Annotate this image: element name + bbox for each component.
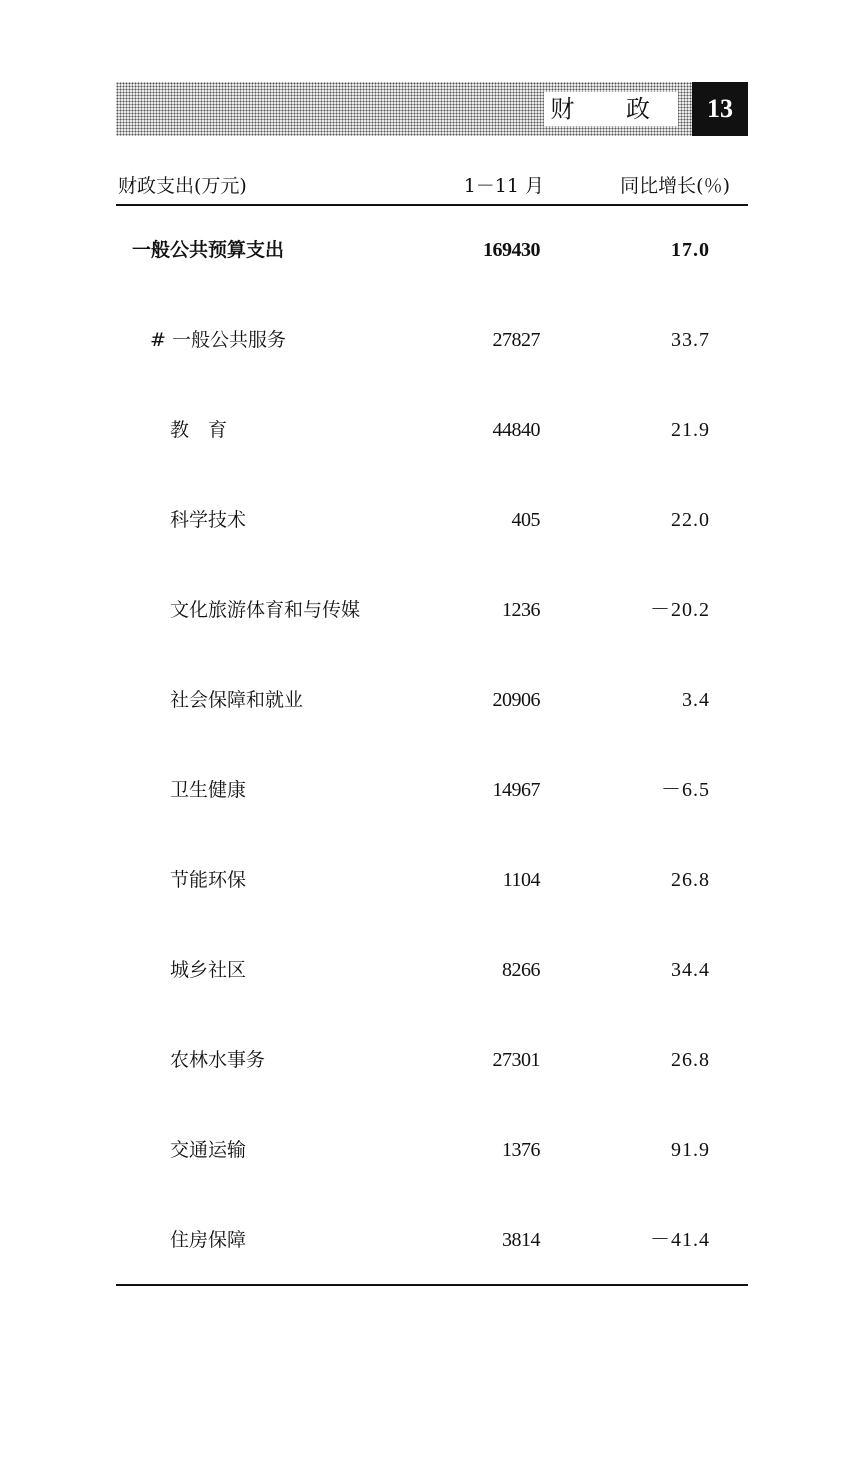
table-row: [116, 415, 748, 445]
row-label: 教 育: [170, 419, 228, 441]
row-growth: 17.0: [671, 239, 710, 261]
table-row: [116, 595, 748, 625]
row-label: 社会保障和就业: [170, 689, 304, 711]
table-top-rule: [116, 204, 748, 206]
row-growth: 33.7: [671, 329, 710, 351]
row-value: 44840: [492, 419, 540, 441]
row-growth: 22.0: [671, 509, 710, 531]
row-growth: 3.4: [682, 689, 710, 711]
table-row: [116, 1045, 748, 1075]
row-value: 169430: [483, 239, 540, 261]
row-label: 科学技术: [170, 509, 247, 531]
table-row: [116, 505, 748, 535]
row-label: 一般公共预算支出: [132, 239, 285, 261]
column-header-period: 1－11 月: [463, 175, 544, 197]
table-row: [116, 325, 748, 355]
row-label: 交通运输: [170, 1139, 247, 1161]
row-label: 城乡社区: [170, 959, 247, 981]
row-value: 405: [511, 509, 540, 531]
row-label: # 一般公共服务: [150, 329, 286, 351]
column-header-growth: 同比增长(％): [620, 175, 730, 197]
row-value: 1104: [502, 869, 540, 891]
table-row: [116, 235, 748, 265]
row-growth: 21.9: [671, 419, 710, 441]
row-label: 农林水事务: [170, 1049, 266, 1071]
row-growth: 26.8: [671, 1049, 710, 1071]
row-label: 住房保障: [170, 1229, 247, 1251]
row-value: 3814: [502, 1229, 540, 1251]
row-growth: －20.2: [650, 599, 710, 621]
row-value: 1236: [502, 599, 540, 621]
section-title: 财 政: [544, 92, 678, 126]
row-growth: 34.4: [671, 959, 710, 981]
table-row: [116, 1225, 748, 1255]
table-row: [116, 775, 748, 805]
row-growth: 91.9: [671, 1139, 710, 1161]
row-value: 8266: [502, 959, 540, 981]
table-bottom-rule: [116, 1284, 748, 1286]
row-label: 卫生健康: [170, 779, 247, 801]
row-value: 1376: [502, 1139, 540, 1161]
row-value: 27301: [492, 1049, 540, 1071]
page-number: 13: [692, 82, 748, 136]
table-row: [116, 1135, 748, 1165]
row-value: 27827: [492, 329, 540, 351]
row-value: 20906: [492, 689, 540, 711]
table-row: [116, 685, 748, 715]
column-header-item: 财政支出(万元): [118, 175, 247, 197]
section-header-band: [116, 82, 692, 136]
row-growth: －41.4: [650, 1229, 710, 1251]
table-row: [116, 955, 748, 985]
row-label: 节能环保: [170, 869, 247, 891]
row-growth: 26.8: [671, 869, 710, 891]
row-value: 14967: [492, 779, 540, 801]
row-growth: －6.5: [661, 779, 710, 801]
table-row: [116, 865, 748, 895]
row-label: 文化旅游体育和与传媒: [170, 599, 361, 621]
